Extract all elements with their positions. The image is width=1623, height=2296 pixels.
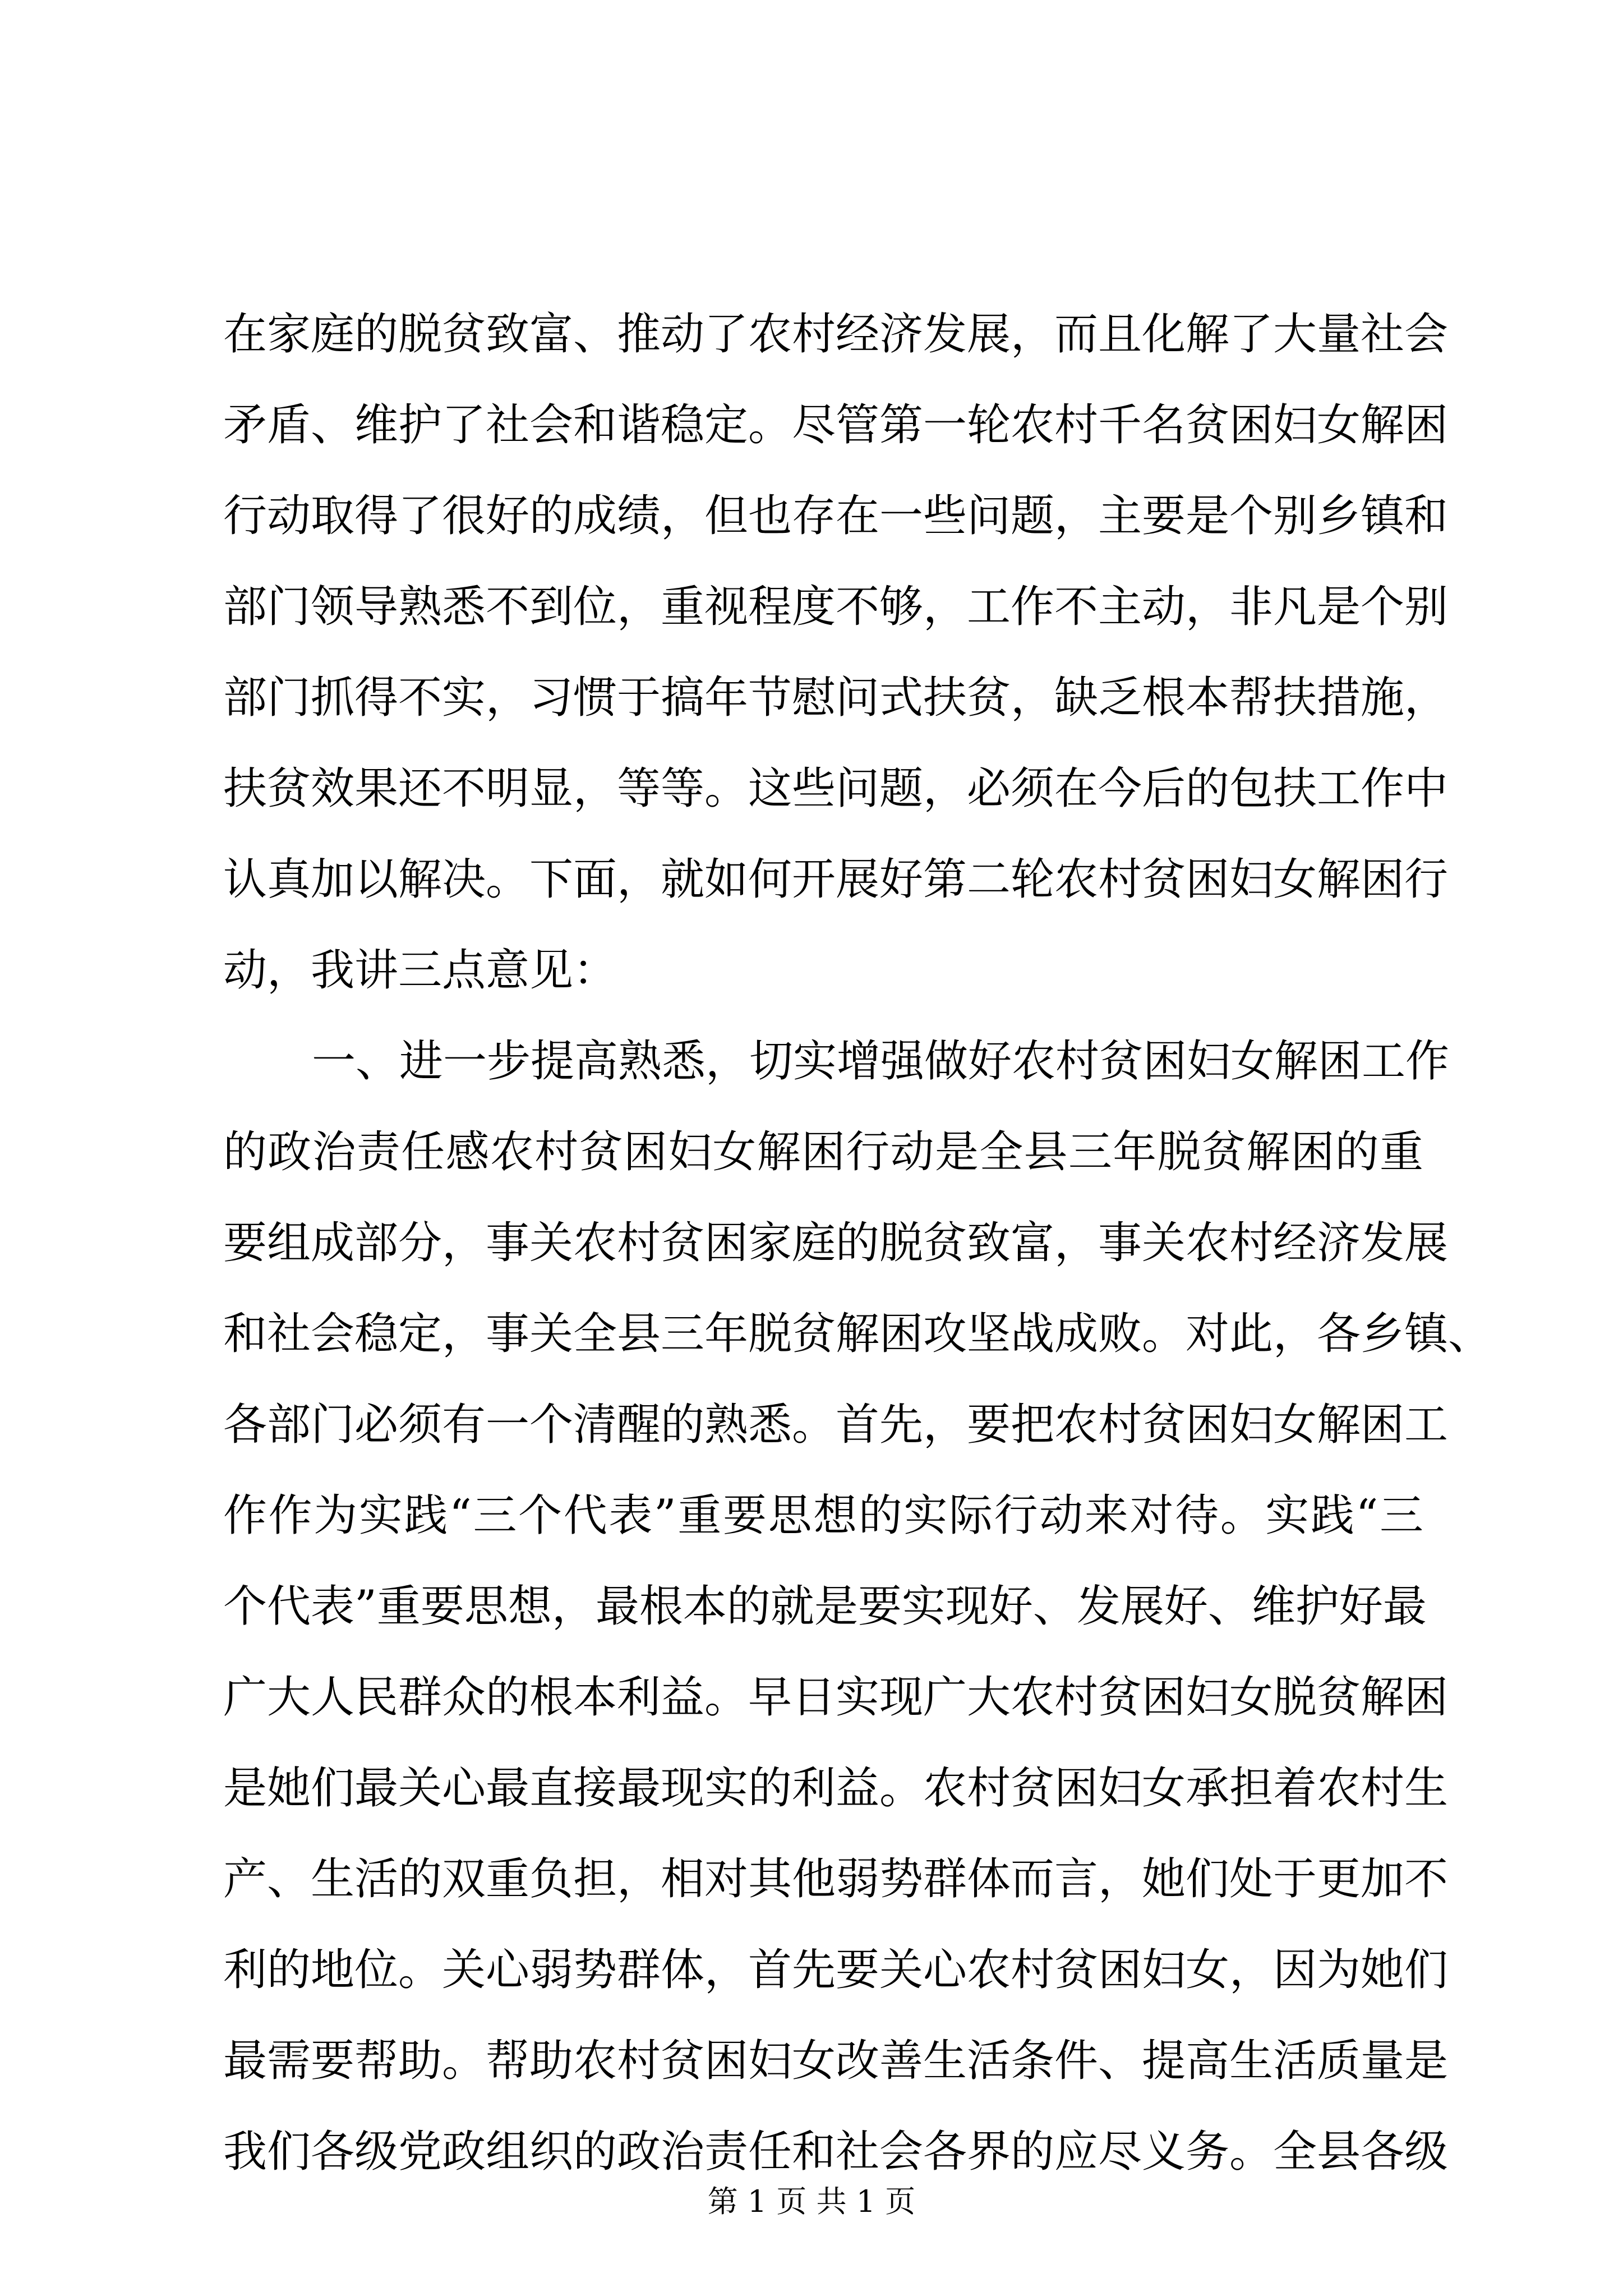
body-text-line: 矛盾、维护了社会和谐稳定。尽管第一轮农村千名贫困妇女解困 xyxy=(223,400,1449,450)
body-text-line: 的政治责任感农村贫困妇女解困行动是全县三年脱贫解困的重 xyxy=(223,1127,1423,1177)
body-text-line: 扶贫效果还不明显，等等。这些问题，必须在今后的包扶工作中 xyxy=(223,763,1449,814)
body-text-line: 认真加以解决。下面，就如何开展好第二轮农村贫困妇女解困行 xyxy=(223,854,1449,905)
body-text-line: 要组成部分，事关农村贫困家庭的脱贫致富，事关农村经济发展 xyxy=(223,1218,1449,1268)
page-footer: 第 1 页 共 1 页 xyxy=(707,2184,916,2219)
body-text-line: 部门抓得不实，习惯于搞年节慰问式扶贫，缺乏根本帮扶措施， xyxy=(223,673,1449,723)
body-text-line: 产、生活的双重负担，相对其他弱势群体而言，她们处于更加不 xyxy=(223,1854,1449,1904)
body-text-line: 最需要帮助。帮助农村贫困妇女改善生活条件、提高生活质量是 xyxy=(223,2036,1449,2086)
body-text-line: 利的地位。关心弱势群体，首先要关心农村贫困妇女，因为她们 xyxy=(223,1945,1449,1995)
body-text-line: 作作为实践“三个代表”重要思想的实际行动来对待。实践“三 xyxy=(223,1490,1423,1541)
body-text-line: 行动取得了很好的成绩，但也存在一些问题，主要是个别乡镇和 xyxy=(223,491,1449,541)
body-text-line: 是她们最关心最直接最现实的利益。农村贫困妇女承担着农村生 xyxy=(223,1763,1449,1814)
section-heading-line: 一、进一步提高熟悉，切实增强做好农村贫困妇女解困工作 xyxy=(312,1036,1450,1087)
body-text-line: 个代表”重要思想，最根本的就是要实现好、发展好、维护好最 xyxy=(223,1581,1427,1632)
body-text-line: 我们各级党政组织的政治责任和社会各界的应尽义务。全县各级 xyxy=(223,2127,1449,2177)
body-text-line: 和社会稳定，事关全县三年脱贫解困攻坚战成败。对此，各乡镇、 xyxy=(223,1309,1492,1359)
body-text-line: 部门领导熟悉不到位，重视程度不够，工作不主动，非凡是个别 xyxy=(223,582,1449,632)
body-text-line: 动，我讲三点意见： xyxy=(223,945,617,996)
body-text-line: 广大人民群众的根本利益。早日实现广大农村贫困妇女脱贫解困 xyxy=(223,1672,1449,1723)
body-text-line: 各部门必须有一个清醒的熟悉。首先，要把农村贫困妇女解困工 xyxy=(223,1400,1449,1450)
body-text-line: 在家庭的脱贫致富、推动了农村经济发展，而且化解了大量社会 xyxy=(223,309,1449,360)
